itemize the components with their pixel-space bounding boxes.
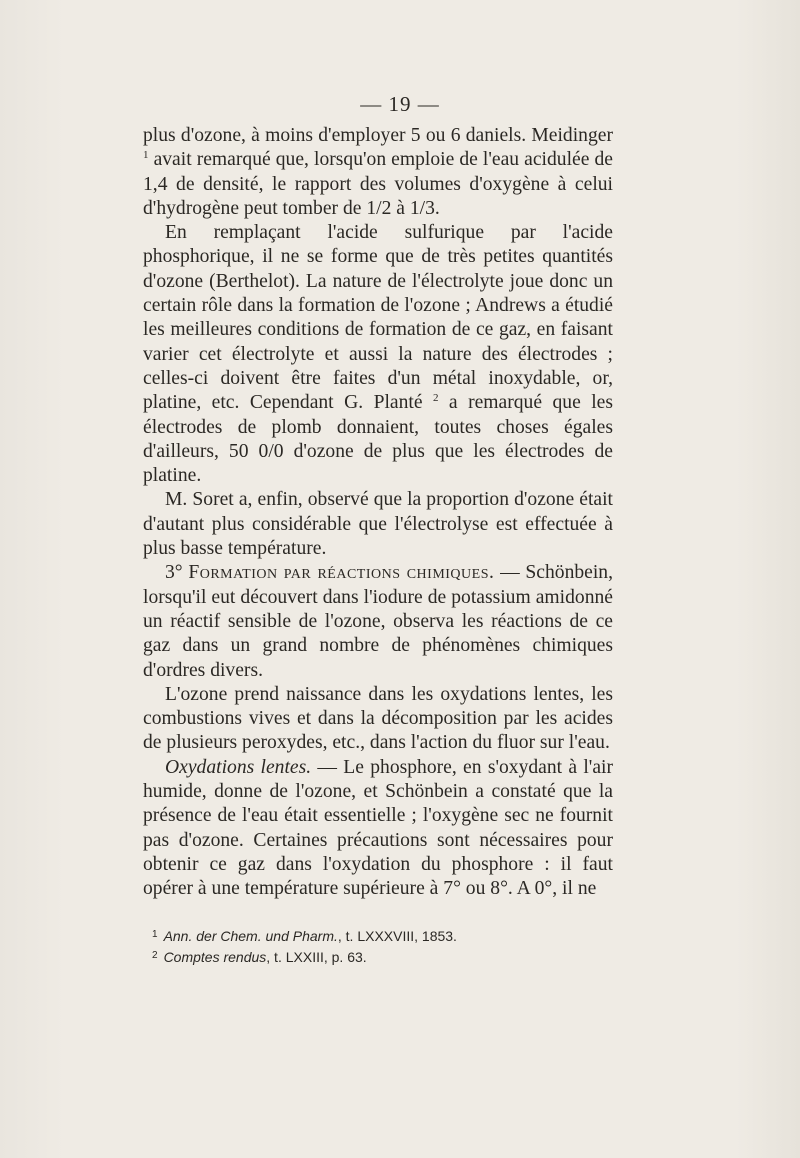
text-run: M. Soret a, enfin, observé que la proportion d'ozone était d'autant plus considérable que l'électrolyse est effectuée à plus basse température.	[143, 489, 613, 560]
footnote-title: Ann. der Chem. und Pharm.	[163, 928, 338, 944]
footnote-reference: , t. LXXIII, p. 63.	[266, 949, 367, 965]
paragraph	[143, 221, 613, 488]
footnote-reference: , t. LXXXVIII, 1853.	[337, 928, 457, 944]
text-run: 3°	[165, 562, 189, 584]
text-run: — Le phosphore, en s'oxydant à l'air humide, donne de l'ozone, et Schönbein a constaté que la présence de l'eau était essentielle ; l'oxygène sec ne fournit pas d'ozone. Certaines précautions sont nécessaires pour obtenir ce gaz dans l'oxydation du phosphore : il faut opérer à une température supérieure à 7° ou 8°. A 0°, il ne	[143, 756, 614, 900]
page-number: — 19 —	[360, 92, 440, 116]
text-run: — Schönbein, lorsqu'il eut découvert dans l'iodure de potassium amidonné un réactif sensible de l'ozone, observa les réactions de ce gaz dans un grand nombre de phénomènes chimiques d'ordres divers.	[143, 562, 613, 681]
paragraph	[143, 683, 613, 756]
text-run: En remplaçant l'acide sulfurique par l'acide phosphorique, il ne se forme que de très petites quantités d'ozone (Berthelot). La nature de l'électrolyte joue donc un certain rôle dans la formation de l'ozone ; Andrews a étudié les meilleures conditions de formation de ce gaz, en faisant varier cet électrolyte et aussi la nature des électrodes ; celles-ci doivent être faites d'un métal inoxydable, or, platine, etc. Cependant G. Planté	[143, 222, 613, 414]
italic-heading: Oxydations lentes.	[165, 756, 312, 778]
footnote-mark: 1	[152, 929, 158, 940]
paragraph	[143, 561, 613, 682]
footnote	[152, 925, 622, 946]
footnote-mark: 2	[152, 950, 158, 961]
text-run: a remarqué que les électrodes de plomb donnaient, toutes choses égales d'ailleurs, 50 0/0 d'ozone de plus que les électrodes de platine.	[143, 392, 613, 487]
body-text	[143, 124, 613, 902]
paragraph	[143, 124, 613, 221]
text-run: L'ozone prend naissance dans les oxydations lentes, les combustions vives et dans la décomposition par les acides de plusieurs peroxydes, etc., dans l'action du fluor sur l'eau.	[143, 683, 613, 754]
paragraph	[143, 756, 613, 902]
text-run: plus d'ozone, à moins d'employer 5 ou 6 daniels. Meidinger	[143, 125, 613, 146]
paragraph	[143, 488, 613, 561]
footnote-title: Comptes rendus	[163, 949, 267, 965]
section-heading: Formation par réactions chimiques.	[188, 562, 495, 584]
footnote-ref-mark: 1	[143, 149, 149, 162]
footnote	[152, 946, 622, 967]
footnotes	[152, 925, 622, 967]
text-run: avait remarqué que, lorsqu'on emploie de l'eau acidulée de 1,4 de densité, le rapport des volumes d'oxygène à celui d'hydrogène peut tomber de 1/2 à 1/3.	[143, 149, 613, 219]
footnote-ref-mark: 2	[432, 392, 439, 405]
